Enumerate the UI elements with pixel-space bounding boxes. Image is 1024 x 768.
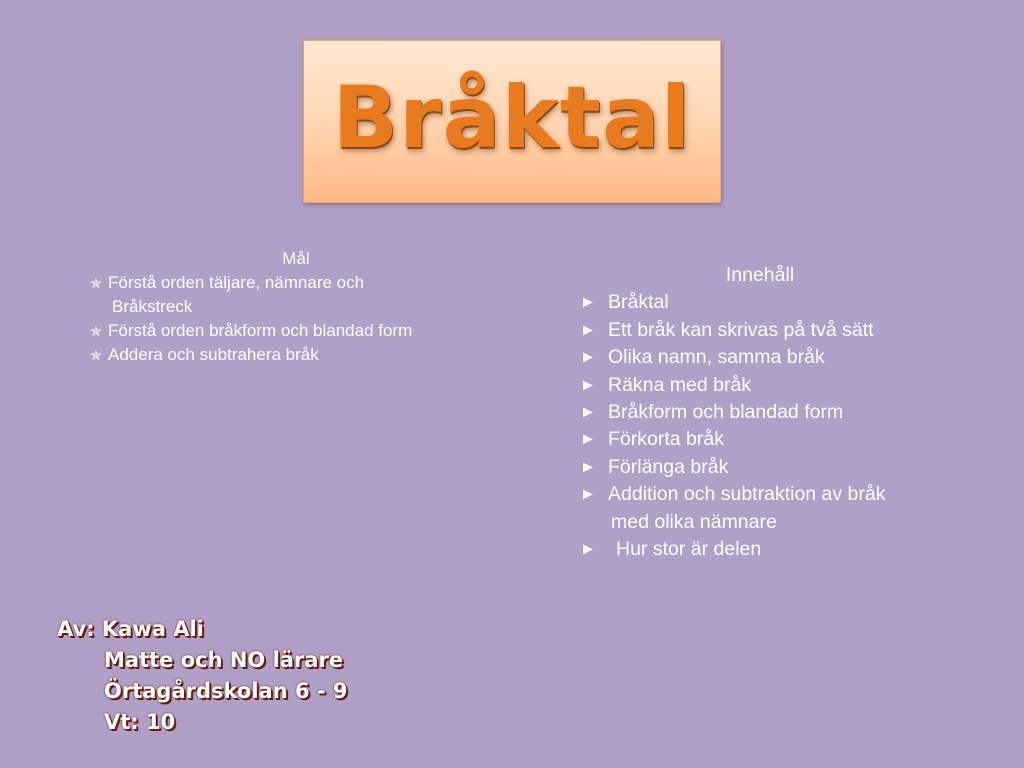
arrow-bullet-icon: ► — [580, 376, 596, 394]
content-item-text: Bråktal — [608, 291, 669, 314]
content-item — [580, 317, 960, 344]
content-item-text: Räkna med bråk — [608, 373, 752, 396]
author-name: Av: Kawa Ali — [57, 617, 204, 641]
goal-item — [90, 271, 490, 295]
goal-item — [90, 343, 490, 367]
content-item-text: Olika namn, samma bråk — [608, 346, 825, 369]
star-bullet-icon: ✯ — [90, 347, 102, 363]
author-role: Matte och NO lärare — [104, 648, 344, 672]
goal-text: Förstå orden bråkform och blandad form — [108, 321, 413, 340]
slide-title: Bråktal — [332, 67, 692, 168]
star-bullet-icon: ✯ — [90, 275, 102, 291]
arrow-bullet-icon: ► — [580, 541, 596, 559]
content-item-text: Ett bråk kan skrivas på två sätt — [608, 318, 874, 341]
content-item-text: Förlänga bråk — [608, 455, 729, 478]
goal-text: Förstå orden täljare, nämnare och — [108, 273, 365, 292]
content-heading: Innehåll — [725, 264, 795, 286]
author-block — [57, 614, 348, 738]
goal-continuation: Bråkstreck — [112, 297, 193, 316]
content-item — [580, 399, 960, 426]
goals-section — [90, 247, 490, 367]
star-bullet-icon: ✯ — [90, 323, 102, 339]
goal-text: Addera och subtrahera bråk — [108, 345, 319, 364]
arrow-bullet-icon: ► — [580, 431, 596, 449]
title-box — [303, 40, 721, 203]
arrow-bullet-icon: ► — [580, 486, 596, 504]
author-school: Örtagårdskolan 6 - 9 — [104, 679, 348, 703]
author-term: Vt: 10 — [104, 710, 176, 734]
arrow-bullet-icon: ► — [580, 404, 596, 422]
arrow-bullet-icon: ► — [580, 349, 596, 367]
goal-item — [90, 319, 490, 343]
content-section — [580, 262, 960, 563]
content-item — [580, 344, 960, 371]
content-item — [580, 454, 960, 481]
arrow-bullet-icon: ► — [580, 321, 596, 339]
content-item-text: Bråkform och blandad form — [608, 401, 844, 424]
content-item — [580, 426, 960, 453]
arrow-bullet-icon: ► — [580, 458, 596, 476]
content-item — [580, 536, 960, 563]
content-item — [580, 289, 960, 316]
content-item — [580, 372, 960, 399]
content-item-text: Hur stor är delen — [616, 538, 762, 561]
content-item-text: Förkorta bråk — [608, 428, 724, 451]
goals-heading: Mål — [282, 249, 310, 268]
content-item-continuation: med olika nämnare — [611, 510, 777, 533]
arrow-bullet-icon: ► — [580, 294, 596, 312]
content-item-text: Addition och subtraktion av bråk — [608, 483, 886, 506]
content-item — [580, 481, 960, 508]
